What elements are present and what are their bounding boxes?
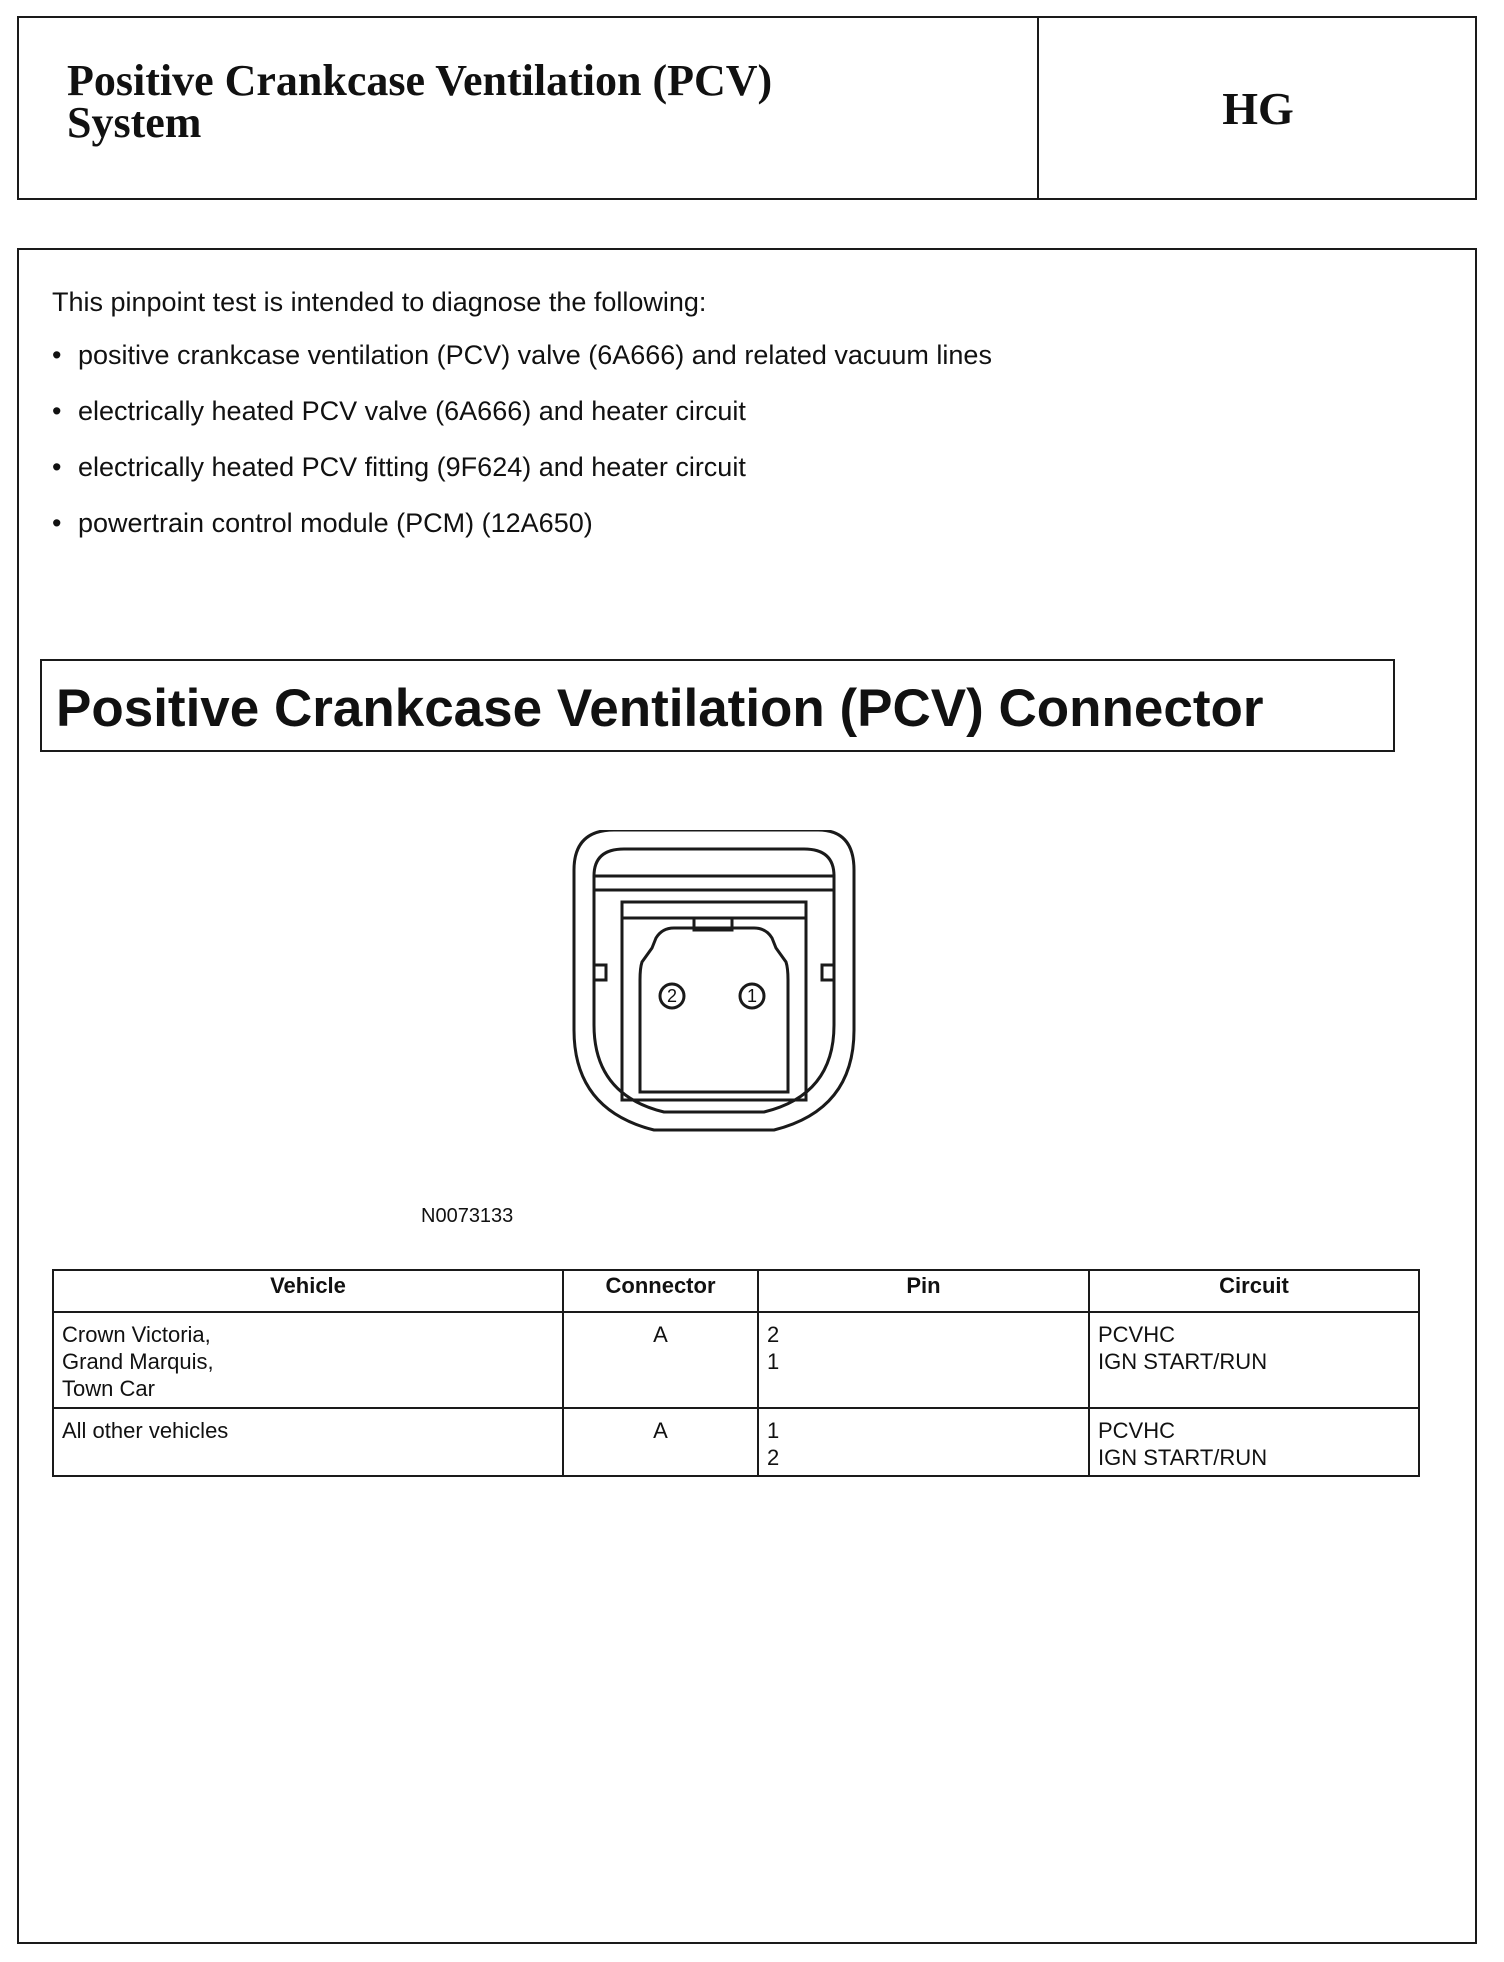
bullet-icon: •: [52, 452, 62, 482]
connector-section-title: Positive Crankcase Ventilation (PCV) Connector: [56, 679, 1264, 738]
circuit-value: PCVHC: [1098, 1322, 1176, 1347]
connector-diagram: [564, 830, 944, 1210]
connector-inner-shell: [594, 849, 834, 1112]
list-item-text: electrically heated PCV valve (6A666) and heater circuit: [78, 396, 746, 426]
circuit-cell: [1089, 1312, 1419, 1408]
pin-1-label: 1: [746, 986, 758, 1006]
vehicle-line: Crown Victoria,: [62, 1322, 211, 1347]
column-header-circuit: Circuit: [1089, 1270, 1419, 1312]
vehicle-cell: [53, 1312, 563, 1408]
terminal-cavity-frame: [622, 902, 806, 1100]
intro-text: This pinpoint test is intended to diagnose the following:: [52, 287, 707, 317]
connector-side-tab-right: [822, 965, 834, 980]
page-title: [67, 56, 987, 147]
connector-cell: A: [563, 1312, 758, 1408]
vehicle-line: Grand Marquis,: [62, 1349, 214, 1374]
connector-side-tab-left: [594, 965, 606, 980]
connector-latch-band: [594, 876, 834, 890]
pin-cell: [758, 1312, 1089, 1408]
table-header-row: [53, 1270, 1419, 1312]
pin-2-label: 2: [666, 986, 678, 1006]
vehicle-line: Town Car: [62, 1376, 155, 1401]
pin-value: 2: [767, 1322, 780, 1347]
pin-cell: [758, 1408, 1089, 1476]
list-item-text: positive crankcase ventilation (PCV) valve (6A666) and related vacuum lines: [78, 340, 992, 370]
circuit-value: PCVHC: [1098, 1418, 1176, 1443]
circuit-value: IGN START/RUN: [1098, 1349, 1268, 1374]
page-header: [17, 16, 1477, 200]
connector-section-header: [40, 659, 1395, 752]
list-item: [52, 393, 992, 449]
column-header-pin: Pin: [758, 1270, 1089, 1312]
diagnosis-list: [52, 337, 992, 561]
bullet-icon: •: [52, 340, 62, 370]
bullet-icon: •: [52, 396, 62, 426]
connector-cell: A: [563, 1408, 758, 1476]
page-title-line-1: Positive Crankcase Ventilation (PCV): [67, 56, 773, 105]
table-row: [53, 1408, 1419, 1476]
bullet-icon: •: [52, 508, 62, 538]
pin-value: 1: [767, 1418, 780, 1443]
list-item: [52, 505, 992, 561]
figure-id: N0073133: [421, 1205, 514, 1227]
pin-value: 1: [767, 1349, 780, 1374]
circuit-value: IGN START/RUN: [1098, 1445, 1268, 1470]
pinout-table: [52, 1269, 1420, 1477]
vehicle-line: All other vehicles: [62, 1418, 229, 1443]
column-header-connector: Connector: [563, 1270, 758, 1312]
content-panel: [17, 248, 1477, 1944]
pin-value: 2: [767, 1445, 780, 1470]
list-item-text: electrically heated PCV fitting (9F624) and heater circuit: [78, 452, 746, 482]
terminal-housing: [640, 928, 788, 1092]
page-title-line-2: System: [67, 98, 202, 147]
column-header-vehicle: Vehicle: [53, 1270, 563, 1312]
table-row: [53, 1312, 1419, 1408]
circuit-cell: [1089, 1408, 1419, 1476]
list-item: [52, 337, 992, 393]
section-code: HG: [1222, 82, 1294, 134]
vehicle-cell: [53, 1408, 563, 1476]
list-item-text: powertrain control module (PCM) (12A650): [78, 508, 593, 538]
list-item: [52, 449, 992, 505]
